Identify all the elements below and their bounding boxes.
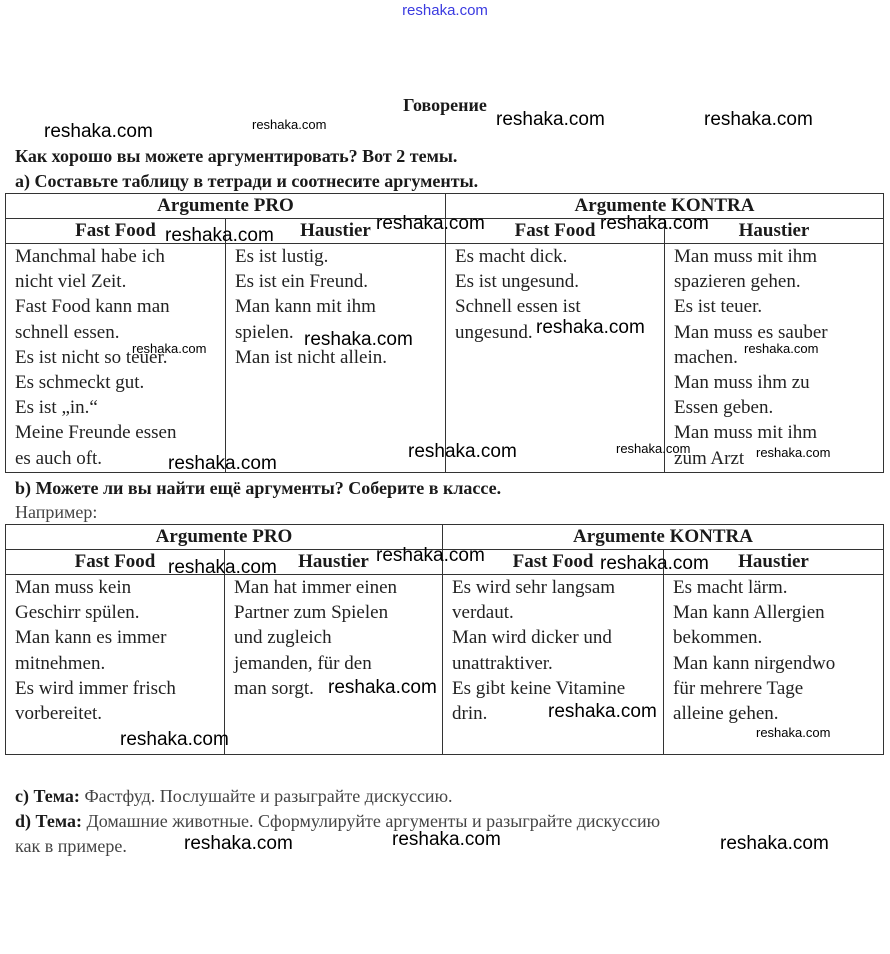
example-label: Например: bbox=[15, 502, 98, 522]
watermark: reshaka.com bbox=[756, 445, 831, 460]
pro-fast-food-cell bbox=[6, 575, 225, 755]
task-c-text: Фастфуд. Послушайте и разыграйте дискуссию. bbox=[84, 786, 453, 806]
task-c-label: с) Тема: bbox=[15, 786, 80, 806]
argument-line: Geschirr spülen. bbox=[15, 602, 140, 624]
argument-line: spazieren gehen. bbox=[674, 271, 801, 293]
argument-line: unattraktiver. bbox=[452, 652, 553, 674]
pro-header: Argumente PRO bbox=[6, 525, 443, 550]
task-d-line bbox=[15, 811, 660, 832]
argument-line: Es schmeckt gut. bbox=[15, 372, 145, 394]
argument-line: verdaut. bbox=[452, 602, 514, 624]
subheader-fast-food: Fast Food bbox=[443, 550, 664, 575]
subheader-haustier: Haustier bbox=[225, 550, 443, 575]
task-a-line bbox=[15, 171, 478, 192]
watermark: reshaka.com bbox=[184, 833, 293, 854]
argument-line: Man muss kein bbox=[15, 577, 132, 598]
watermark: reshaka.com bbox=[132, 341, 207, 356]
argument-line: vorbereitet. bbox=[15, 703, 103, 725]
argument-line: Man ist nicht allein. bbox=[235, 346, 387, 368]
watermark: reshaka.com bbox=[120, 729, 229, 750]
argument-line: Manchmal habe ich bbox=[15, 246, 165, 267]
watermark: reshaka.com bbox=[496, 109, 605, 130]
argument-line: es auch oft. bbox=[15, 447, 103, 469]
argument-line: machen. bbox=[674, 346, 738, 368]
watermark: reshaka.com bbox=[720, 833, 829, 854]
intro-text: Как хорошо вы можете аргументировать? Вот 2 темы. bbox=[15, 146, 458, 166]
watermark: reshaka.com bbox=[756, 725, 831, 740]
watermark: reshaka.com bbox=[600, 553, 709, 574]
argument-line: Es wird sehr langsam bbox=[452, 577, 616, 598]
task-b-text: b) Можете ли вы найти ещё аргументы? Соберите в классе. bbox=[15, 478, 502, 498]
watermark: reshaka.com bbox=[252, 117, 327, 132]
argument-line: Man kann mit ihm bbox=[235, 296, 376, 318]
watermark: reshaka.com bbox=[376, 213, 485, 234]
argument-line: nicht viel Zeit. bbox=[15, 271, 127, 293]
argument-line: Fast Food kann man bbox=[15, 296, 170, 318]
argument-line: alleine gehen. bbox=[673, 703, 779, 725]
subheader-haustier: Haustier bbox=[665, 219, 884, 244]
argument-line: ungesund. bbox=[455, 321, 533, 343]
argument-line: Man kann nirgendwo bbox=[673, 652, 836, 674]
watermark: reshaka.com bbox=[536, 317, 645, 338]
watermark: reshaka.com bbox=[600, 213, 709, 234]
argument-line: Es ist nicht so teuer. bbox=[15, 346, 168, 368]
kontra-fast-food-cell bbox=[443, 575, 664, 755]
argument-line: drin. bbox=[452, 703, 488, 725]
watermark: reshaka.com bbox=[304, 329, 413, 350]
watermark: reshaka.com bbox=[168, 453, 277, 474]
watermark: reshaka.com bbox=[168, 557, 277, 578]
argument-line: mitnehmen. bbox=[15, 652, 106, 674]
argument-line: Es ist lustig. bbox=[235, 246, 329, 267]
argument-line: und zugleich bbox=[234, 627, 332, 649]
task-d-label: d) Тема: bbox=[15, 811, 82, 831]
argument-line: Es ist teuer. bbox=[674, 296, 763, 318]
watermark: reshaka.com bbox=[548, 701, 657, 722]
argument-line: Meine Freunde essen bbox=[15, 422, 177, 444]
argument-line: Man muss es sauber bbox=[674, 321, 828, 343]
argument-line: schnell essen. bbox=[15, 321, 120, 343]
task-a-text: а) Составьте таблицу в тетради и соотнесите аргументы. bbox=[15, 171, 479, 191]
argument-line: zum Arzt bbox=[674, 447, 745, 469]
argument-line: für mehrere Tage bbox=[673, 677, 804, 699]
pro-fast-food-cell bbox=[6, 244, 226, 473]
arguments-table-1 bbox=[5, 193, 884, 473]
kontra-haustier-cell bbox=[665, 244, 884, 473]
argument-line: Es ist „in.“ bbox=[15, 397, 98, 419]
watermark: reshaka.com bbox=[392, 829, 501, 850]
argument-line: Man wird dicker und bbox=[452, 627, 612, 649]
argument-line: Partner zum Spielen bbox=[234, 602, 389, 624]
argument-line: Es macht dick. bbox=[455, 246, 568, 267]
watermark: reshaka.com bbox=[408, 441, 517, 462]
subheader-fast-food: Fast Food bbox=[6, 219, 226, 244]
intro-line bbox=[15, 146, 457, 167]
task-b-line bbox=[15, 478, 501, 499]
argument-line: Man muss mit ihm bbox=[674, 422, 818, 444]
argument-line: Es gibt keine Vitamine bbox=[452, 677, 626, 699]
pro-haustier-cell bbox=[226, 244, 446, 473]
kontra-fast-food-cell bbox=[446, 244, 665, 473]
subheader-haustier: Haustier bbox=[664, 550, 884, 575]
pro-haustier-cell bbox=[225, 575, 443, 755]
watermark: reshaka.com bbox=[704, 109, 813, 130]
task-d-text: Домашние животные. Сформулируйте аргументы и разыграйте дискуссию bbox=[86, 811, 661, 831]
argument-line: spielen. bbox=[235, 321, 294, 343]
argument-line: Es macht lärm. bbox=[673, 577, 788, 598]
argument-line: Es ist ungesund. bbox=[455, 271, 580, 293]
argument-line: bekommen. bbox=[673, 627, 763, 649]
argument-line: man sorgt. bbox=[234, 677, 314, 699]
watermark: reshaka.com bbox=[328, 677, 437, 698]
subheader-fast-food: Fast Food bbox=[6, 550, 225, 575]
subheader-fast-food: Fast Food bbox=[446, 219, 665, 244]
kontra-header: Argumente KONTRA bbox=[446, 194, 884, 219]
argument-line: Man kann Allergien bbox=[673, 602, 825, 624]
argument-line: jemanden, für den bbox=[234, 652, 372, 674]
argument-line: Man muss mit ihm bbox=[674, 246, 818, 267]
task-c-line bbox=[15, 786, 453, 807]
argument-line: Man hat immer einen bbox=[234, 577, 398, 598]
argument-line: Es ist ein Freund. bbox=[235, 271, 368, 293]
pro-header: Argumente PRO bbox=[6, 194, 446, 219]
argument-line: Essen geben. bbox=[674, 397, 774, 419]
subheader-haustier: Haustier bbox=[226, 219, 446, 244]
watermark: reshaka.com bbox=[616, 441, 691, 456]
section-heading: Говорение bbox=[403, 95, 487, 115]
task-d-line-2: как в примере. bbox=[15, 836, 127, 856]
argument-line: Man muss ihm zu bbox=[674, 372, 810, 394]
argument-line: Man kann es immer bbox=[15, 627, 167, 649]
kontra-header: Argumente KONTRA bbox=[443, 525, 884, 550]
top-link[interactable]: reshaka.com bbox=[402, 2, 488, 19]
watermark: reshaka.com bbox=[165, 225, 274, 246]
watermark: reshaka.com bbox=[744, 341, 819, 356]
argument-line: Schnell essen ist bbox=[455, 296, 581, 318]
watermark: reshaka.com bbox=[44, 121, 153, 142]
argument-line: Es wird immer frisch bbox=[15, 677, 176, 699]
watermark: reshaka.com bbox=[376, 545, 485, 566]
